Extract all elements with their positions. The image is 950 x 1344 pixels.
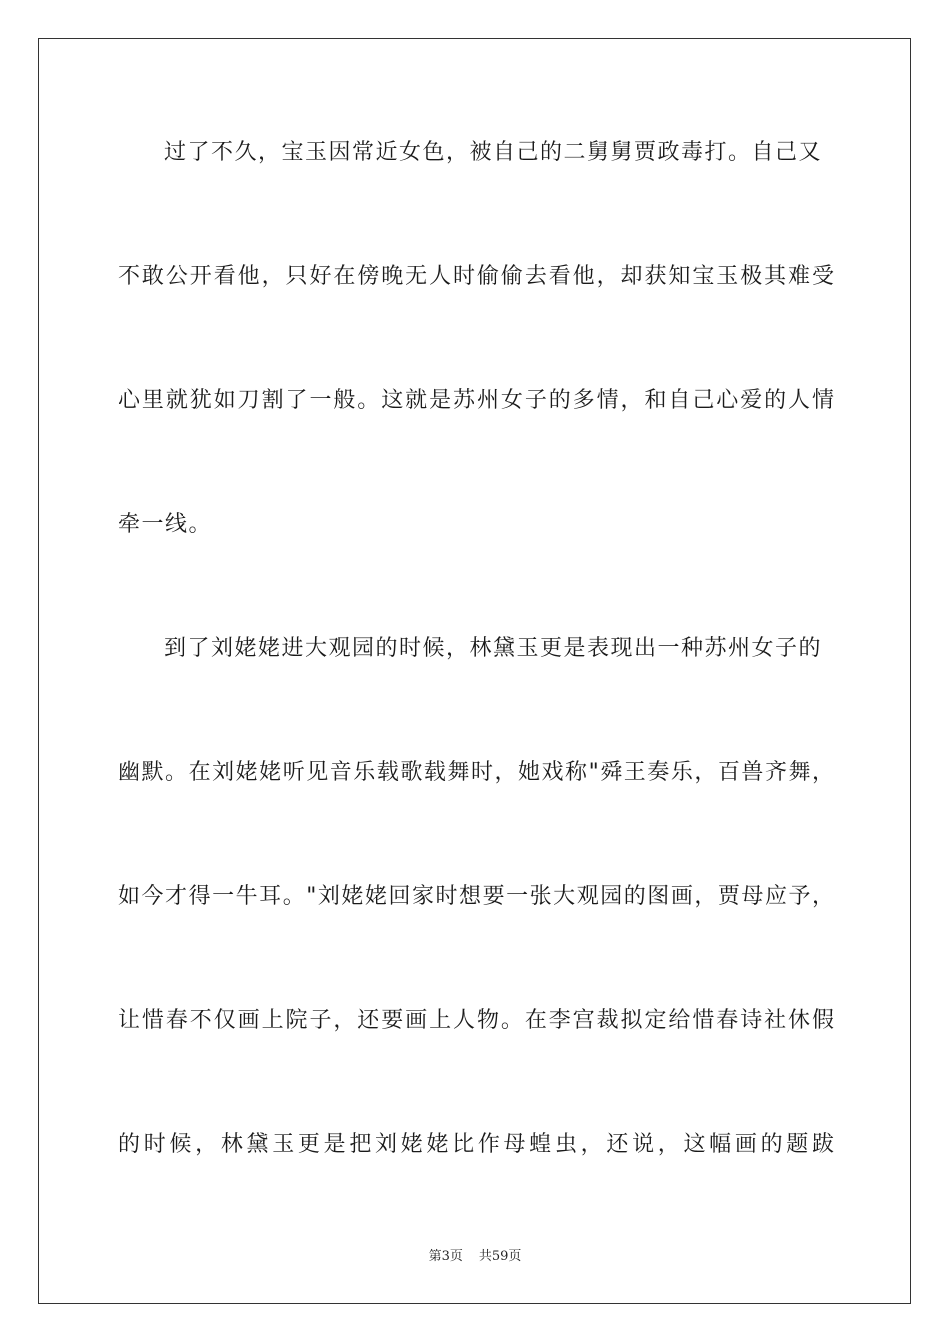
paragraph-2-line-2: 幽默。在刘姥姥听见音乐载歌载舞时，她戏称"舜王奏乐，百兽齐舞， bbox=[118, 760, 834, 785]
page-footer bbox=[0, 1248, 950, 1266]
paragraph-1-line-4: 牵一线。 bbox=[118, 512, 213, 537]
paragraph-2-line-1: 到了刘姥姥进大观园的时候，林黛玉更是表现出一种苏州女子的 bbox=[164, 636, 823, 661]
paragraph-1-line-2: 不敢公开看他，只好在傍晚无人时偷偷去看他，却获知宝玉极其难受 bbox=[118, 264, 834, 289]
page-total: 共59页 bbox=[478, 1249, 522, 1264]
paragraph-2-line-3: 如今才得一牛耳。"刘姥姥回家时想要一张大观园的图画，贾母应予， bbox=[118, 884, 834, 909]
paragraph-1-line-1: 过了不久，宝玉因常近女色，被自己的二舅舅贾政毒打。自己又 bbox=[164, 140, 823, 165]
paragraph-2-line-5: 的时候，林黛玉更是把刘姥姥比作母蝗虫，还说，这幅画的题跋 bbox=[118, 1132, 834, 1157]
page-border bbox=[38, 38, 911, 1304]
page-number: 第3页 bbox=[428, 1249, 463, 1264]
paragraph-1-line-3: 心里就犹如刀割了一般。这就是苏州女子的多情，和自己心爱的人情 bbox=[118, 388, 834, 413]
paragraph-2-line-4: 让惜春不仅画上院子，还要画上人物。在李宫裁拟定给惜春诗社休假 bbox=[118, 1008, 834, 1033]
